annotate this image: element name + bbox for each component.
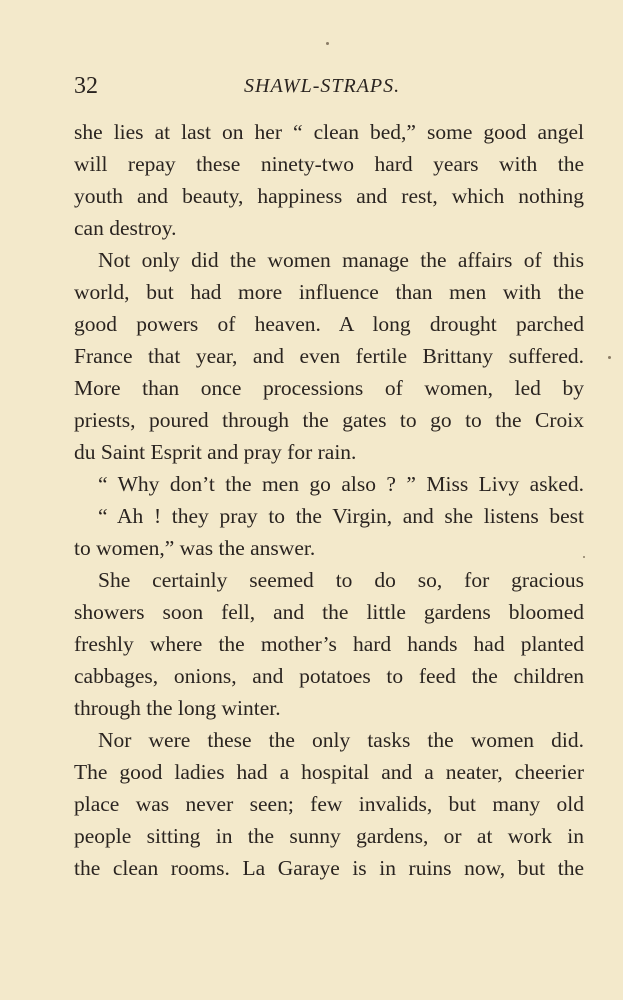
text-line: to women,” was the answer. <box>74 536 316 560</box>
paper-speck <box>326 42 329 45</box>
text-line: good powers of heaven. A long drought parched <box>74 312 584 336</box>
text-line: can destroy. <box>74 216 177 240</box>
text-line: world, but had more influence than men with the <box>74 280 584 304</box>
text-line: priests, poured through the gates to go to the Croix <box>74 408 584 432</box>
text-line: will repay these ninety-two hard years with the <box>74 152 584 176</box>
text-line: people sitting in the sunny gardens, or at work in <box>74 824 584 848</box>
text-line: youth and beauty, happiness and rest, which nothing <box>74 184 584 208</box>
page-header <box>74 70 584 102</box>
page-number: 32 <box>74 73 98 99</box>
text-line: du Saint Esprit and pray for rain. <box>74 440 357 464</box>
text-line: Not only did the women manage the affairs of this <box>98 248 584 272</box>
text-line: Nor were these the only tasks the women did. <box>98 728 584 752</box>
paper-speck <box>608 356 611 359</box>
paper-speck <box>583 556 585 558</box>
text-line: freshly where the mother’s hard hands had planted <box>74 632 584 656</box>
text-line: She certainly seemed to do so, for gracious <box>98 568 584 592</box>
text-line: cabbages, onions, and potatoes to feed the children <box>74 664 584 688</box>
text-line: “ Why don’t the men go also ? ” Miss Livy asked. <box>98 472 584 496</box>
text-line: the clean rooms. La Garaye is in ruins now, but the <box>74 856 584 880</box>
text-line: place was never seen; few invalids, but many old <box>74 792 584 816</box>
text-line: More than once processions of women, led by <box>74 376 584 400</box>
text-line: showers soon fell, and the little gardens bloomed <box>74 600 584 624</box>
text-line: she lies at last on her “ clean bed,” some good angel <box>74 120 584 144</box>
text-line: through the long winter. <box>74 696 281 720</box>
running-head: SHAWL-STRAPS. <box>244 75 401 97</box>
text-line: France that year, and even fertile Brittany suffered. <box>74 344 584 368</box>
body-text <box>74 116 584 884</box>
text-line: The good ladies had a hospital and a neater, cheerier <box>74 760 584 784</box>
text-line: “ Ah ! they pray to the Virgin, and she listens best <box>98 504 584 528</box>
